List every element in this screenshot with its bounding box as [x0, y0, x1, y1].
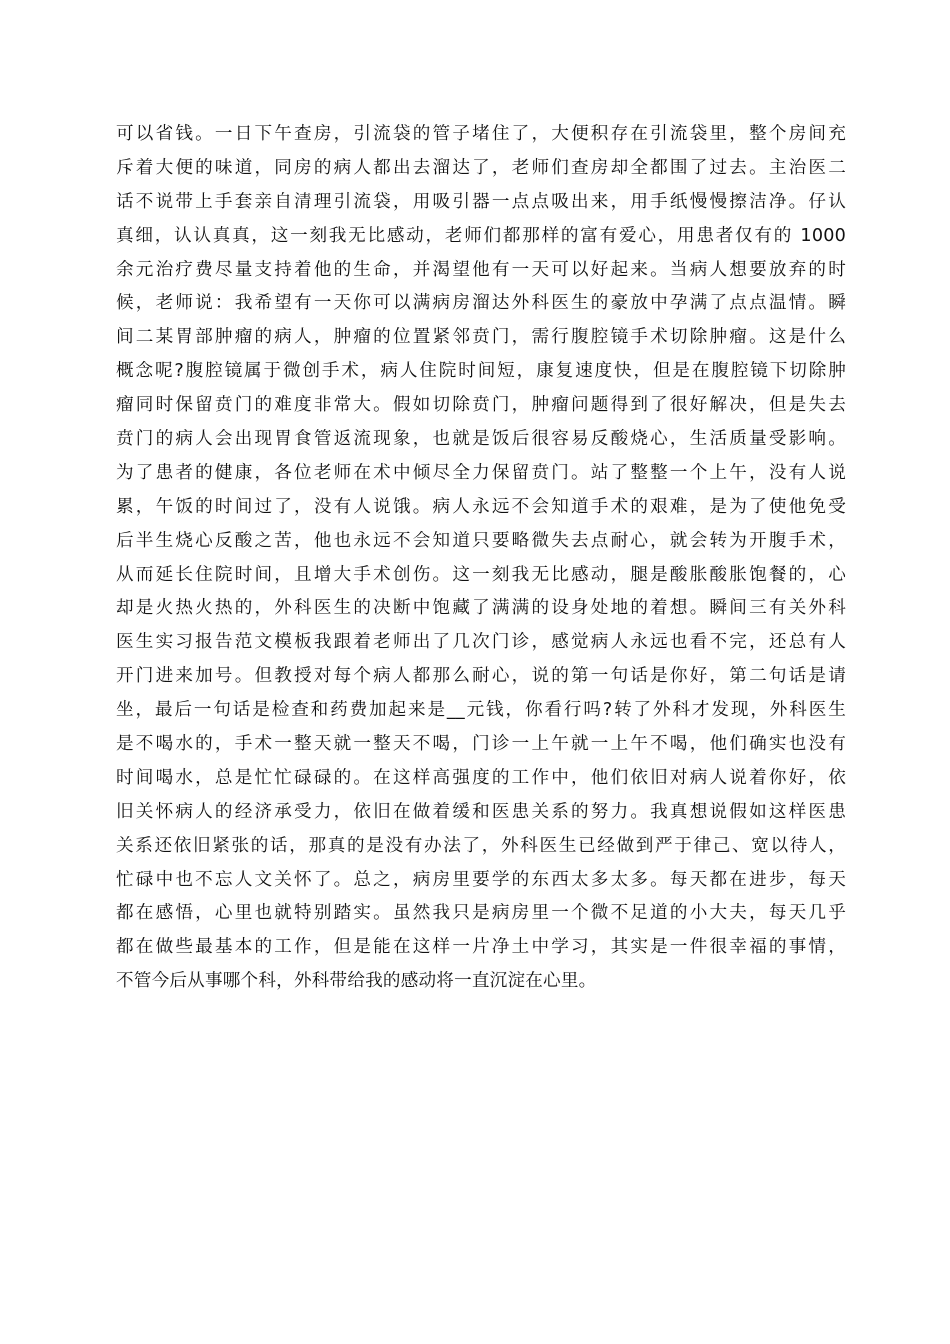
text-line: 候，老师说：我希望有一天你可以满病房溜达外科医生的豪放中孕满了点点温情。瞬	[116, 293, 846, 314]
text-line: 贲门的病人会出现胃食管返流现象，也就是饭后很容易反酸烧心，生活质量受影响。	[116, 429, 846, 450]
text-line: 话不说带上手套亲自清理引流袋，用吸引器一点点吸出来，用手纸慢慢擦洁净。仔认	[116, 191, 846, 212]
text-line: 斥着大便的味道，同房的病人都出去溜达了，老师们查房却全都围了过去。主治医二	[116, 157, 846, 178]
text-line: 关系还依旧紧张的话，那真的是没有办法了，外科医生已经做到严于律己、宽以待人，	[116, 835, 846, 856]
text-line: 是不喝水的，手术一整天就一整天不喝，门诊一上午就一上午不喝，他们确实也没有	[116, 734, 846, 755]
text-line: 开门进来加号。但教授对每个病人都那么耐心，说的第一句话是你好，第二句话是请	[116, 666, 846, 687]
text-line: 间二某胃部肿瘤的病人，肿瘤的位置紧邻贲门，需行腹腔镜手术切除肿瘤。这是什么	[116, 327, 846, 348]
text-line: 忙碌中也不忘人文关怀了。总之，病房里要学的东西太多太多。每天都在进步，每天	[116, 869, 846, 890]
text-line: 从而延长住院时间，且增大手术创伤。这一刻我无比感动，腿是酸胀酸胀饱餐的，心	[116, 564, 846, 585]
body-text	[116, 118, 846, 999]
text-line: 概念呢?腹腔镜属于微创手术，病人住院时间短，康复速度快，但是在腹腔镜下切除肿	[116, 361, 846, 382]
text-line: 不管今后从事哪个科，外科带给我的感动将一直沉淀在心里。	[116, 971, 597, 992]
text-line: 后半生烧心反酸之苦，他也永远不会知道只要略微失去点耐心，就会转为开腹手术，	[116, 530, 846, 551]
text-line: 都在做些最基本的工作，但是能在这样一片净土中学习，其实是一件很幸福的事情，	[116, 937, 846, 958]
text-line: 瘤同时保留贲门的难度非常大。假如切除贲门，肿瘤问题得到了很好解决，但是失去	[116, 395, 846, 416]
text-line: 旧关怀病人的经济承受力，依旧在做着缓和医患关系的努力。我真想说假如这样医患	[116, 801, 846, 822]
text-line: 却是火热火热的，外科医生的决断中饱藏了满满的设身处地的着想。瞬间三有关外科	[116, 598, 846, 619]
text-line: 医生实习报告范文模板我跟着老师出了几次门诊，感觉病人永远也看不完，还总有人	[116, 632, 846, 653]
text-line: 可以省钱。一日下午查房，引流袋的管子堵住了，大便积存在引流袋里，整个房间充	[116, 124, 846, 144]
text-line: 累，午饭的时间过了，没有人说饿。病人永远不会知道手术的艰难，是为了使他免受	[116, 496, 846, 517]
text-line: 时间喝水，总是忙忙碌碌的。在这样高强度的工作中，他们依旧对病人说着你好，依	[116, 767, 846, 788]
text-line: 为了患者的健康，各位老师在术中倾尽全力保留贲门。站了整整一个上午，没有人说	[116, 462, 846, 483]
text-line: 坐，最后一句话是检查和药费加起来是__元钱，你看行吗?转了外科才发现，外科医生	[116, 700, 846, 721]
text-line: 真细，认认真真，这一刻我无比感动，老师们都那样的富有爱心，用患者仅有的 1000	[116, 225, 846, 246]
text-line: 都在感悟，心里也就特别踏实。虽然我只是病房里一个微不足道的小大夫，每天几乎	[116, 903, 846, 924]
text-line: 余元治疗费尽量支持着他的生命，并渴望他有一天可以好起来。当病人想要放弃的时	[116, 259, 846, 280]
